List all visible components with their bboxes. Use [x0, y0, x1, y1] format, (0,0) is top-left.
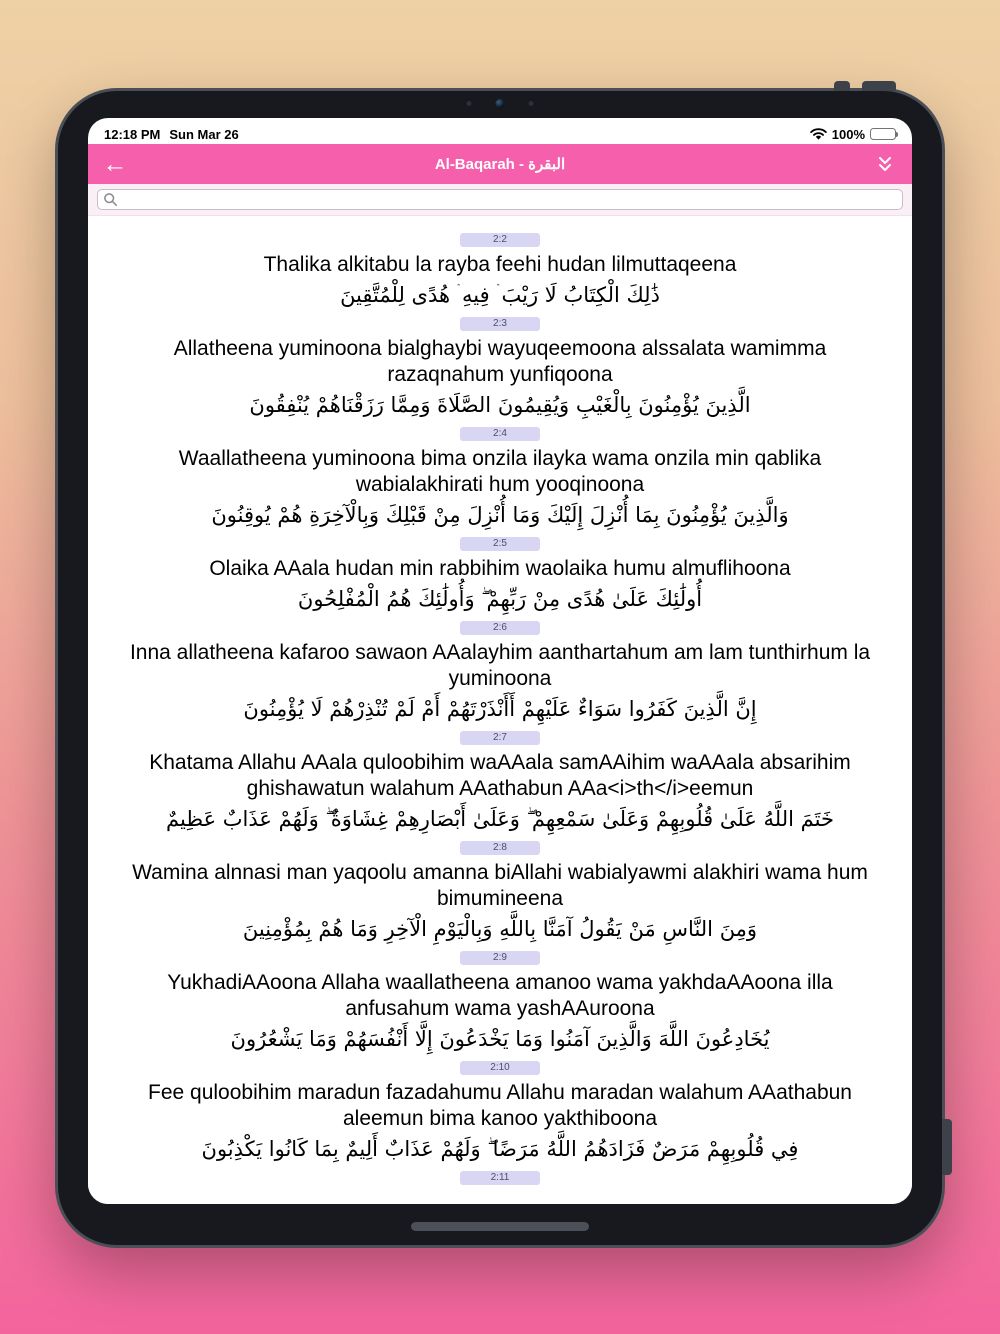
verse-transliteration: Khatama Allahu AAala quloobihim waAAala samAAihim waAAala absarihim ghishawatun walahum AAathabun AAa<i>th</i>eemun [149, 751, 851, 800]
status-right [810, 127, 896, 142]
status-date: Sun Mar 26 [169, 126, 239, 142]
camera-icon [496, 99, 505, 108]
next-verse-ref-badge: 2:11 [460, 1171, 540, 1185]
verse-block [114, 317, 886, 420]
verse-transliteration: Olaika AAala hudan min rabbihim waolaika humu almuflihoona [209, 557, 791, 580]
verse-ref-badge: 2:2 [460, 233, 540, 247]
verse-transliteration: Inna allatheena kafaroo sawaon AAalayhim aanthartahum am lam tunthirhum la yuminoona [129, 641, 871, 690]
verse-transliteration: Wamina alnnasi man yaqoolu amanna biAllahi wabialyawmi alakhiri wama hum bimumineena [132, 861, 868, 910]
jump-to-end-button[interactable] [864, 144, 906, 184]
verse-ref-badge: 2:7 [460, 731, 540, 745]
status-left [104, 127, 239, 142]
verse-transliteration: YukhadiAAoona Allaha waallatheena amanoo wama yakhdaAAoona illa anfusahum wama yashAAuroona [167, 971, 833, 1020]
search-box [97, 189, 903, 210]
verse-arabic: الَّذِينَ يُؤْمِنُونَ بِالْغَيْبِ وَيُقِيمُونَ الصَّلَاةَ وَمِمَّا رَزَقْنَاهُمْ يُنْفِقُونَ [249, 393, 751, 417]
verse-list [114, 233, 886, 1164]
verse-ref-badge: 2:5 [460, 537, 540, 551]
verse-block [114, 731, 886, 834]
volume-button [834, 81, 850, 91]
volume-button [862, 81, 896, 91]
verse-block [114, 951, 886, 1054]
verse-ref-badge: 2:3 [460, 317, 540, 331]
home-indicator[interactable] [411, 1222, 589, 1231]
verse-ref-badge: 2:4 [460, 427, 540, 441]
verse-arabic: أُولَٰئِكَ عَلَىٰ هُدًى مِنْ رَبِّهِمْ ۖ وَأُولَٰئِكَ هُمُ الْمُفْلِحُونَ [297, 587, 703, 611]
verse-arabic: إِنَّ الَّذِينَ كَفَرُوا سَوَاءٌ عَلَيْهِمْ أَأَنْذَرْتَهُمْ أَمْ لَمْ تُنْذِرْهُمْ لَا يُؤْمِنُونَ [243, 697, 757, 721]
search-bar [88, 184, 912, 216]
verse-arabic: فِي قُلُوبِهِمْ مَرَضٌ فَزَادَهُمُ اللَّهُ مَرَضًا ۖ وَلَهُمْ عَذَابٌ أَلِيمٌ بِمَا كَانُوا يَكْذِبُونَ [201, 1137, 799, 1161]
verse-arabic: وَمِنَ النَّاسِ مَنْ يَقُولُ آمَنَّا بِاللَّهِ وَبِالْيَوْمِ الْآخِرِ وَمَا هُمْ بِمُؤْمِنِينَ [242, 917, 758, 941]
battery-icon [870, 128, 896, 140]
verse-ref-badge: 2:9 [460, 951, 540, 965]
verse-arabic: ذَٰلِكَ الْكِتَابُ لَا رَيْبَ ۛ فِيهِ ۛ هُدًى لِلْمُتَّقِينَ [340, 283, 660, 307]
back-arrow-icon: ← [102, 150, 128, 178]
verse-block [114, 841, 886, 944]
status-bar [88, 118, 912, 144]
sensor-dot [529, 101, 534, 106]
verse-transliteration: Fee quloobihim maradun fazadahumu Allahu maradan walahum AAathabun aleemun bima kanoo yakthiboona [148, 1081, 852, 1130]
verse-block [114, 621, 886, 724]
search-input[interactable] [97, 189, 903, 210]
verse-block [114, 427, 886, 530]
navbar [88, 144, 912, 184]
sensor-dot [467, 101, 472, 106]
ipad-frame [55, 88, 945, 1248]
verse-transliteration: Thalika alkitabu la rayba feehi hudan lilmuttaqeena [263, 253, 737, 276]
verse-ref-badge: 2:10 [460, 1061, 540, 1075]
verse-arabic: خَتَمَ اللَّهُ عَلَىٰ قُلُوبِهِمْ وَعَلَىٰ سَمْعِهِمْ ۖ وَعَلَىٰ أَبْصَارِهِمْ غِشَاوَةٌ ۖ وَلَهُمْ عَذَابٌ عَظِيمٌ [166, 807, 834, 831]
verse-transliteration: Allatheena yuminoona bialghaybi wayuqeemoona alssalata wamimma razaqnahum yunfiqoona [173, 337, 827, 386]
ipad-screen [88, 118, 912, 1204]
verse-scroll-area[interactable] [88, 217, 912, 1204]
battery-nub [896, 132, 898, 137]
status-time: 12:18 PM [104, 126, 161, 142]
double-chevron-down-icon [875, 155, 895, 174]
page-title: Al-Baqarah - البقرة [434, 156, 566, 173]
battery-percent: 100% [831, 126, 865, 142]
power-button [942, 1119, 952, 1175]
verse-block [114, 233, 886, 310]
verse-ref-badge: 2:8 [460, 841, 540, 855]
front-camera-cluster [467, 99, 534, 108]
verse-block [114, 537, 886, 614]
verse-ref-badge: 2:6 [460, 621, 540, 635]
verse-arabic: وَالَّذِينَ يُؤْمِنُونَ بِمَا أُنْزِلَ إِلَيْكَ وَمَا أُنْزِلَ مِنْ قَبْلِكَ وَبِالْآخِرَةِ هُمْ يُوقِنُونَ [211, 503, 789, 527]
verse-block [114, 1061, 886, 1164]
back-button[interactable] [94, 144, 136, 184]
wifi-icon [810, 128, 827, 140]
verse-transliteration: Waallatheena yuminoona bima onzila ilayka wama onzila min qablika wabialakhirati hum yooqinoona [178, 447, 822, 496]
verse-arabic: يُخَادِعُونَ اللَّهَ وَالَّذِينَ آمَنُوا وَمَا يَخْدَعُونَ إِلَّا أَنْفُسَهُمْ وَمَا يَشْعُرُونَ [230, 1027, 770, 1051]
